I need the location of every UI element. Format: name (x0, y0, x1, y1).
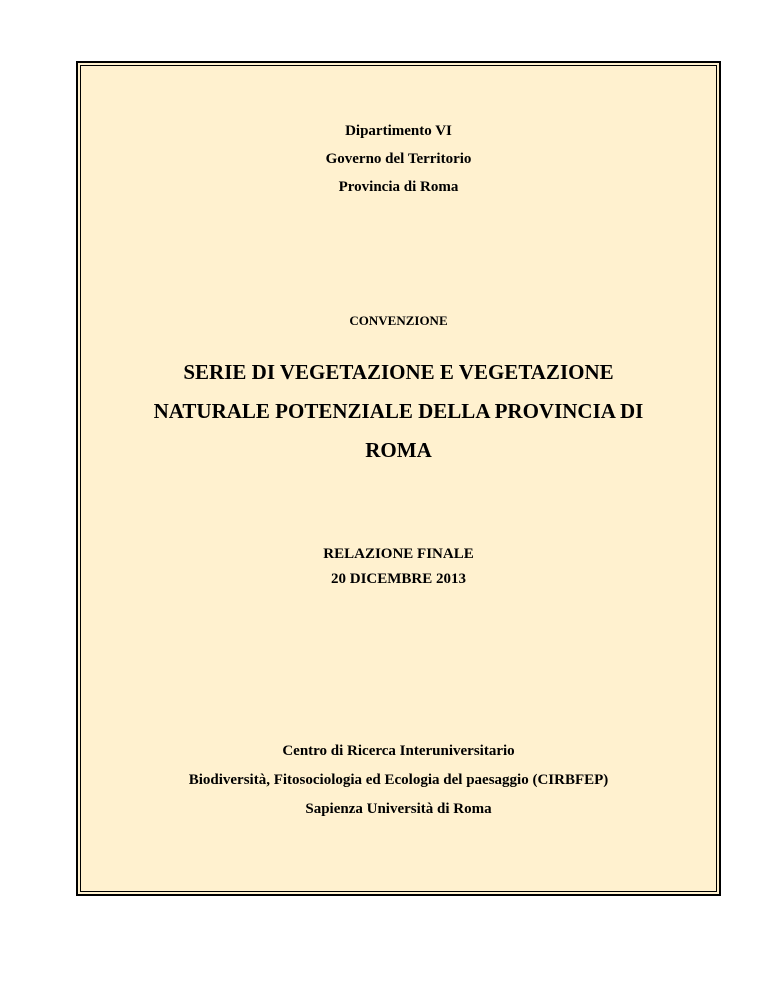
report-date: 20 DICEMBRE 2013 (330, 571, 466, 587)
document-title-line-2: NATURALE POTENZIALE DELLA PROVINCIA DI (153, 399, 644, 423)
university-name: Sapienza Università di Roma (305, 801, 492, 817)
province-name: Provincia di Roma (338, 179, 459, 195)
convention-label: CONVENZIONE (349, 313, 448, 328)
cover-frame (77, 62, 720, 895)
department-subtitle: Governo del Territorio (325, 151, 472, 167)
document-title-line-3: ROMA (365, 438, 432, 462)
document-title-line-1: SERIE DI VEGETAZIONE E VEGETAZIONE (183, 360, 614, 384)
research-center: Centro di Ricerca Interuniversitario (282, 743, 515, 759)
research-center-name: Biodiversità, Fitosociologia ed Ecologia del paesaggio (CIRBFEP) (188, 772, 609, 788)
report-type: RELAZIONE FINALE (323, 546, 474, 562)
department-name: Dipartimento VI (345, 123, 452, 139)
